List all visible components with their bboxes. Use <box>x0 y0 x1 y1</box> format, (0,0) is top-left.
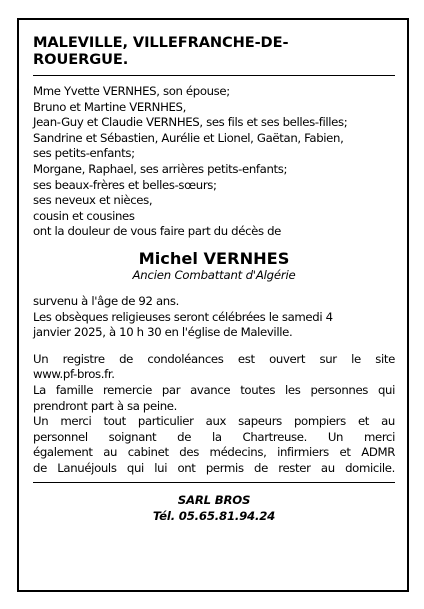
family-line: ses petits-enfants; <box>33 146 135 161</box>
funeral-home-footer <box>33 493 395 524</box>
thanks-paragraph <box>33 352 395 477</box>
funeral-home-name: SARL BROS <box>177 493 251 508</box>
funeral-home-phone: Tél. 05.65.81.94.24 <box>152 509 276 524</box>
family-line: ont la douleur de vous faire part du décès de <box>33 224 282 239</box>
headline-line: ROUERGUE. <box>33 51 129 68</box>
obituary-notice-content <box>33 34 395 525</box>
death-paragraph <box>33 294 395 341</box>
death-line: survenu à l'âge de 92 ans. <box>33 293 179 308</box>
headline-line: MALEVILLE, VILLEFRANCHE-DE- <box>33 34 289 51</box>
thanks-line: personnel soignant de la Chartreuse. Un merci <box>33 429 395 444</box>
headline-divider <box>33 75 395 76</box>
death-line: Les obsèques religieuses seront célébrées le samedi 4 <box>33 309 333 324</box>
family-line: ses beaux-frères et belles-sœurs; <box>33 177 217 192</box>
thanks-line: Un registre de condoléances est ouvert sur le site <box>33 351 395 366</box>
thanks-line: www.pf-bros.fr. <box>33 367 115 382</box>
thanks-line: Un merci tout particulier aux sapeurs pompiers et au <box>33 414 395 429</box>
deceased-title: Ancien Combattant d'Algérie <box>132 267 296 282</box>
family-line: Jean-Guy et Claudie VERNHES, ses fils et ses belles-filles; <box>33 115 348 130</box>
thanks-line: de Lanuéjouls qui lui ont permis de rester au domicile. <box>33 460 395 475</box>
thanks-line: également au cabinet des médecins, infirmiers et ADMR <box>33 445 395 460</box>
thanks-line: La famille remercie par avance toutes les personnes qui <box>33 382 395 397</box>
family-line: Bruno et Martine VERNHES, <box>33 99 186 114</box>
family-line: Morgane, Raphael, ses arrières petits-enfants; <box>33 161 288 176</box>
thanks-line: prendront part à sa peine. <box>33 398 177 413</box>
family-line: Mme Yvette VERNHES, son épouse; <box>33 84 230 98</box>
obituary-notice-frame <box>17 18 409 592</box>
deceased-block <box>33 249 395 283</box>
notice-headline <box>33 34 395 68</box>
family-line: cousin et cousines <box>33 208 135 223</box>
family-list <box>33 84 395 240</box>
death-line: janvier 2025, à 10 h 30 en l'église de Maleville. <box>33 325 293 340</box>
footer-divider <box>33 482 395 483</box>
family-line: ses neveux et nièces, <box>33 193 153 208</box>
family-line: Sandrine et Sébastien, Aurélie et Lionel, Gaëtan, Fabien, <box>33 130 344 145</box>
deceased-name: Michel VERNHES <box>138 248 290 268</box>
